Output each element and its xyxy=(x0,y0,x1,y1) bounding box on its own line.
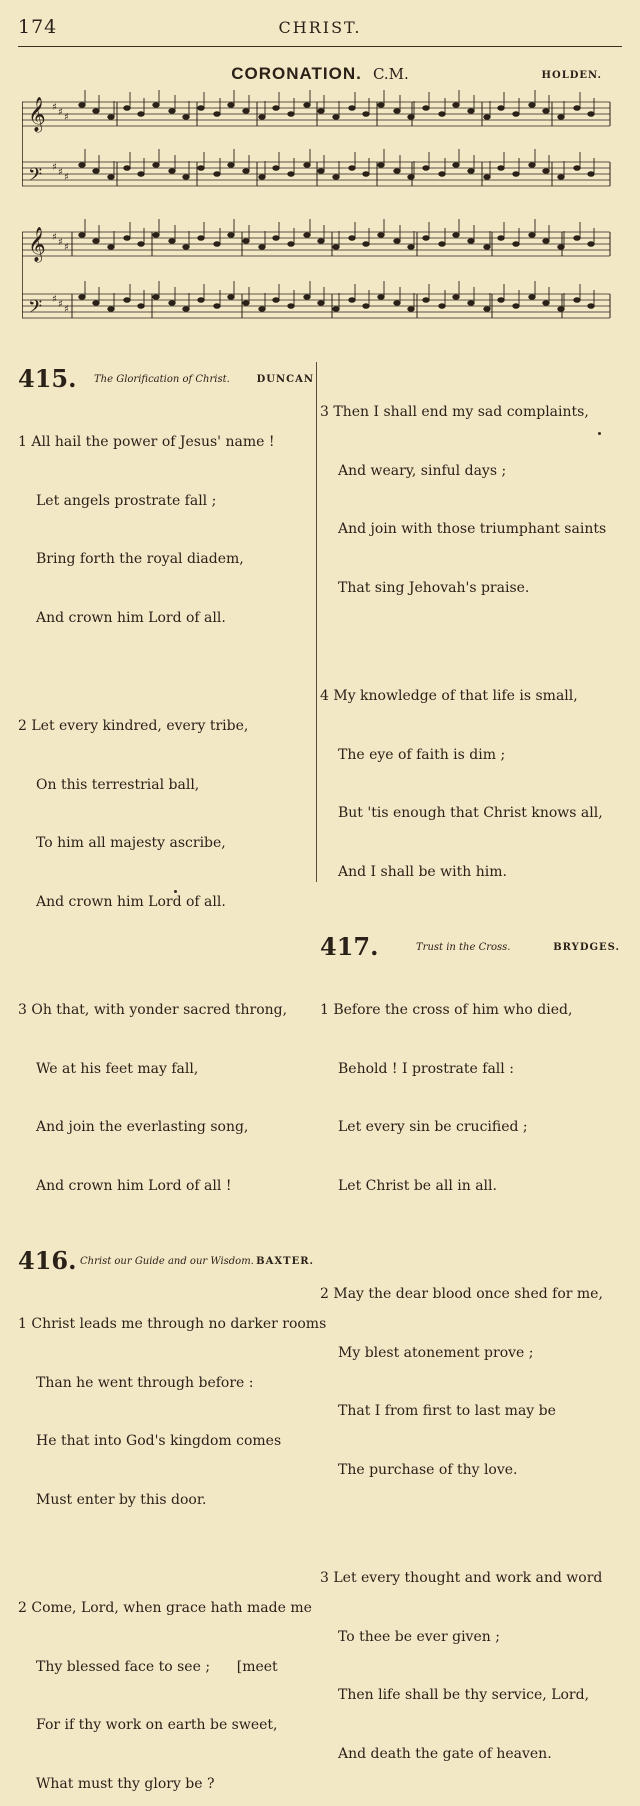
page-number: 174 xyxy=(18,16,58,38)
note-head xyxy=(378,163,384,168)
verse-line: For if thy work on earth be sweet, xyxy=(36,1717,278,1733)
note-head xyxy=(588,172,594,177)
note-head xyxy=(228,163,234,168)
stanza xyxy=(18,1560,314,1806)
note-head xyxy=(423,106,429,111)
note-head xyxy=(93,239,99,244)
verse-line: The purchase of thy love. xyxy=(338,1461,518,1478)
verse-line: On this terrestrial ball, xyxy=(36,776,200,793)
note-head xyxy=(439,112,445,117)
print-speck xyxy=(598,432,601,435)
note-head xyxy=(214,172,220,177)
note-head xyxy=(259,175,265,180)
note-head xyxy=(198,166,204,171)
note-head xyxy=(243,109,249,114)
note-head xyxy=(453,233,459,238)
note-head xyxy=(273,166,279,171)
verse-line: 3 Oh that, with yonder sacred throng, xyxy=(18,1002,288,1018)
sharp-sign: ♯ xyxy=(58,167,63,178)
verse-line: Behold ! I prostrate fall : xyxy=(338,1060,514,1077)
note-head xyxy=(124,106,130,111)
hymn-number: 416. xyxy=(18,1246,77,1275)
note-head xyxy=(349,236,355,241)
treble-clef: 𝄞 xyxy=(28,97,46,132)
note-head xyxy=(318,301,324,306)
verse-line: 1 All hail the power of Jesus' name ! xyxy=(18,434,275,450)
sharp-sign: ♯ xyxy=(64,242,69,253)
hymn-415-heading xyxy=(18,364,314,394)
note-head xyxy=(304,295,310,300)
note-head xyxy=(378,295,384,300)
note-head xyxy=(423,298,429,303)
note-head xyxy=(529,163,535,168)
hymn-author: BRYDGES. xyxy=(553,942,620,953)
note-head xyxy=(169,239,175,244)
note-head xyxy=(124,236,130,241)
note-head xyxy=(513,172,519,177)
note-head xyxy=(349,298,355,303)
note-head xyxy=(108,115,114,120)
note-head xyxy=(124,298,130,303)
hymn-subtitle: Trust in the Cross. xyxy=(416,942,511,953)
hymn-author: DUNCAN xyxy=(256,374,314,385)
note-head xyxy=(333,245,339,250)
note-head xyxy=(138,172,144,177)
note-head xyxy=(543,239,549,244)
note-head xyxy=(543,169,549,174)
note-head xyxy=(183,115,189,120)
note-head xyxy=(169,109,175,114)
note-head xyxy=(574,166,580,171)
verse-line: What must thy glory be ? xyxy=(36,1775,215,1792)
treble-clef: 𝄞 xyxy=(28,227,46,262)
verse-line: And join with those triumphant saints xyxy=(338,521,607,537)
note-head xyxy=(108,175,114,180)
note-head xyxy=(273,106,279,111)
note-head xyxy=(198,298,204,303)
note-head xyxy=(453,163,459,168)
note-head xyxy=(228,103,234,108)
verse-line: 3 Then I shall end my sad complaints, xyxy=(320,404,589,420)
tune-meter: C.M. xyxy=(372,65,409,83)
verse-line: That sing Jehovah's praise. xyxy=(338,579,530,596)
stanza xyxy=(18,678,314,951)
note-head xyxy=(288,112,294,117)
note-head xyxy=(93,301,99,306)
note-head xyxy=(543,301,549,306)
note-head xyxy=(574,106,580,111)
note-head xyxy=(363,304,369,309)
bass-clef: 𝄢 xyxy=(28,165,43,190)
note-head xyxy=(304,163,310,168)
note-head xyxy=(79,163,85,168)
verse-line: 4 My knowledge of that life is small, xyxy=(320,688,578,704)
note-head xyxy=(378,233,384,238)
note-head xyxy=(468,109,474,114)
note-head xyxy=(183,307,189,312)
note-head xyxy=(378,103,384,108)
note-head xyxy=(138,112,144,117)
note-head xyxy=(453,295,459,300)
note-head xyxy=(558,175,564,180)
verse-line: 3 Let every thought and work and word xyxy=(320,1570,603,1586)
verse-line: And join the everlasting song, xyxy=(36,1119,249,1135)
note-head xyxy=(513,304,519,309)
verse-line: But 'tis enough that Christ knows all, xyxy=(338,805,603,821)
note-head xyxy=(243,239,249,244)
note-head xyxy=(363,112,369,117)
note-head xyxy=(243,169,249,174)
verse-line: 1 Before the cross of him who died, xyxy=(320,1002,573,1018)
note-head xyxy=(439,242,445,247)
note-head xyxy=(468,169,474,174)
note-head xyxy=(529,295,535,300)
verse-line: That I from first to last may be xyxy=(338,1403,556,1419)
note-head xyxy=(183,245,189,250)
note-head xyxy=(423,166,429,171)
hymn-subtitle: Christ our Guide and our Wisdom. xyxy=(80,1256,254,1267)
verse-line: Thy blessed face to see ; [meet xyxy=(36,1658,278,1675)
note-head xyxy=(333,115,339,120)
note-head xyxy=(93,169,99,174)
note-head xyxy=(273,298,279,303)
note-head xyxy=(349,106,355,111)
verse-line: Bring forth the royal diadem, xyxy=(36,551,244,567)
note-head xyxy=(408,115,414,120)
note-head xyxy=(498,236,504,241)
tune-name: CORONATION. xyxy=(231,64,362,83)
sharp-sign: ♯ xyxy=(52,294,57,305)
music-score xyxy=(22,90,612,352)
verse-line: The eye of faith is dim ; xyxy=(338,746,506,763)
note-head xyxy=(588,112,594,117)
note-head xyxy=(394,239,400,244)
sharp-sign: ♯ xyxy=(52,102,57,113)
note-head xyxy=(304,103,310,108)
page-header xyxy=(18,14,622,46)
note-head xyxy=(333,307,339,312)
note-head xyxy=(468,301,474,306)
sharp-sign: ♯ xyxy=(52,162,57,173)
note-head xyxy=(198,106,204,111)
header-rule xyxy=(18,46,622,47)
note-head xyxy=(363,172,369,177)
left-column xyxy=(18,364,327,1806)
note-head xyxy=(498,166,504,171)
note-head xyxy=(228,233,234,238)
note-head xyxy=(484,307,490,312)
note-head xyxy=(574,298,580,303)
verse-line: Must enter by this door. xyxy=(36,1491,207,1508)
verse-line: And weary, sinful days ; xyxy=(338,462,507,479)
verse-line: Let every sin be crucified ; xyxy=(338,1119,528,1135)
note-head xyxy=(588,242,594,247)
stanza xyxy=(320,1246,620,1519)
note-head xyxy=(288,172,294,177)
note-head xyxy=(484,175,490,180)
note-head xyxy=(439,172,445,177)
note-head xyxy=(513,112,519,117)
note-head xyxy=(498,106,504,111)
note-head xyxy=(153,233,159,238)
note-head xyxy=(259,115,265,120)
note-head xyxy=(423,236,429,241)
note-head xyxy=(453,103,459,108)
sharp-sign: ♯ xyxy=(58,299,63,310)
note-head xyxy=(349,166,355,171)
hymn-number: 415. xyxy=(18,364,77,393)
verse-line: 1 Christ leads me through no darker rooms xyxy=(18,1316,327,1332)
stanza xyxy=(320,648,620,921)
note-head xyxy=(183,175,189,180)
note-head xyxy=(484,115,490,120)
note-head xyxy=(259,307,265,312)
note-head xyxy=(318,239,324,244)
note-head xyxy=(558,245,564,250)
verse-line: To him all majesty ascribe, xyxy=(36,835,226,851)
sharp-sign: ♯ xyxy=(52,232,57,243)
verse-line: Let angels prostrate fall ; xyxy=(36,492,217,509)
verse-line: And crown him Lord of all. xyxy=(36,893,226,910)
note-head xyxy=(574,236,580,241)
verse-line: 2 Let every kindred, every tribe, xyxy=(18,718,249,734)
note-head xyxy=(228,295,234,300)
note-head xyxy=(214,242,220,247)
note-head xyxy=(468,239,474,244)
note-head xyxy=(273,236,279,241)
sharp-sign: ♯ xyxy=(64,172,69,183)
note-head xyxy=(333,175,339,180)
verse-line: And death the gate of heaven. xyxy=(338,1745,552,1762)
sharp-sign: ♯ xyxy=(58,107,63,118)
note-head xyxy=(169,169,175,174)
print-speck xyxy=(174,890,177,893)
note-head xyxy=(408,245,414,250)
sharp-sign: ♯ xyxy=(64,304,69,315)
note-head xyxy=(79,233,85,238)
note-head xyxy=(169,301,175,306)
verse-line: Then life shall be thy service, Lord, xyxy=(338,1687,590,1703)
note-head xyxy=(558,307,564,312)
note-head xyxy=(259,245,265,250)
note-head xyxy=(288,242,294,247)
note-head xyxy=(138,242,144,247)
note-head xyxy=(214,112,220,117)
verse-line: 2 May the dear blood once shed for me, xyxy=(320,1286,603,1302)
stanza xyxy=(18,1276,327,1549)
note-head xyxy=(439,304,445,309)
note-head xyxy=(198,236,204,241)
verse-line: And I shall be with him. xyxy=(338,863,507,880)
stanza xyxy=(320,364,620,637)
verse-line: And crown him Lord of all. xyxy=(36,609,226,626)
note-head xyxy=(318,109,324,114)
hymn-subtitle: The Glorification of Christ. xyxy=(94,374,230,385)
note-head xyxy=(529,233,535,238)
right-column xyxy=(320,364,620,1806)
running-title: CHRIST. xyxy=(278,18,362,37)
note-head xyxy=(394,109,400,114)
note-head xyxy=(484,245,490,250)
note-head xyxy=(138,304,144,309)
note-head xyxy=(243,301,249,306)
tune-composer: HOLDEN. xyxy=(541,70,602,81)
sharp-sign: ♯ xyxy=(64,112,69,123)
verse-line: My blest atonement prove ; xyxy=(338,1344,534,1361)
verse-line: To thee be ever given ; xyxy=(338,1628,500,1645)
verse-line: 2 Come, Lord, when grace hath made me xyxy=(18,1600,312,1616)
hymn-author: BAXTER. xyxy=(256,1256,314,1267)
note-head xyxy=(153,163,159,168)
sharp-sign: ♯ xyxy=(58,237,63,248)
note-head xyxy=(529,103,535,108)
note-head xyxy=(558,115,564,120)
note-head xyxy=(214,304,220,309)
note-head xyxy=(318,169,324,174)
note-head xyxy=(394,301,400,306)
note-head xyxy=(93,109,99,114)
verse-line: Let Christ be all in all. xyxy=(338,1177,497,1194)
note-head xyxy=(108,307,114,312)
stanza xyxy=(18,394,314,667)
note-head xyxy=(408,307,414,312)
note-head xyxy=(124,166,130,171)
stanza xyxy=(320,962,620,1235)
note-head xyxy=(288,304,294,309)
stanza xyxy=(320,1530,620,1803)
hymn-417-heading xyxy=(320,932,620,962)
note-head xyxy=(304,233,310,238)
note-head xyxy=(513,242,519,247)
note-head xyxy=(79,103,85,108)
note-head xyxy=(394,169,400,174)
note-head xyxy=(498,298,504,303)
hymn-416-heading xyxy=(18,1246,314,1276)
note-head xyxy=(588,304,594,309)
verse-line: And crown him Lord of all ! xyxy=(36,1177,232,1194)
column-divider xyxy=(316,362,317,882)
note-head xyxy=(108,245,114,250)
hymn-number: 417. xyxy=(320,932,379,961)
verse-line: We at his feet may fall, xyxy=(36,1060,199,1077)
stanza xyxy=(18,962,314,1235)
note-head xyxy=(153,295,159,300)
note-head xyxy=(543,109,549,114)
bass-clef: 𝄢 xyxy=(28,297,43,322)
note-head xyxy=(153,103,159,108)
verse-line: Than he went through before : xyxy=(36,1374,254,1391)
verse-line: He that into God's kingdom comes xyxy=(36,1433,282,1449)
note-head xyxy=(363,242,369,247)
note-head xyxy=(79,295,85,300)
note-head xyxy=(408,175,414,180)
